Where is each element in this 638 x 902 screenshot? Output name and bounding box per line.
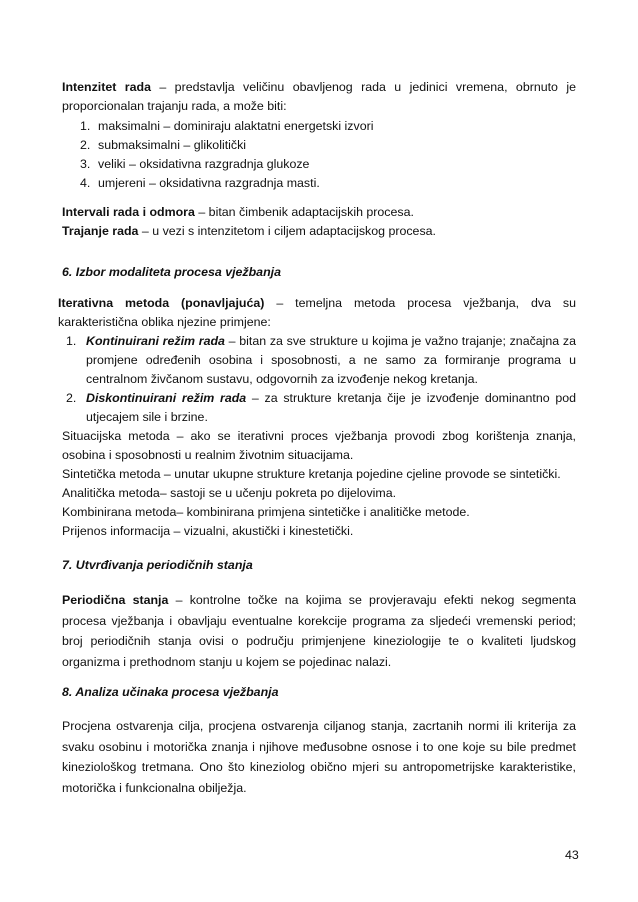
page-number: 43 (565, 848, 579, 862)
intensity-term: Intenzitet rada (62, 80, 151, 94)
information-transfer: Prijenos informacija – vizualni, akustički i kinestetički. (62, 524, 354, 538)
situational-method: Situacijska metoda – ako se iterativni proces vježbanja provodi zbog korištenja znanja, osobina i sposobnosti u realnim životnim situacijama. (62, 429, 576, 462)
combined-method: Kombinirana metoda– kombinirana primjena sintetičke i analitičke metode. (62, 505, 470, 519)
section-6-heading: 6. Izbor modaliteta procesa vježbanja (62, 265, 281, 279)
section-8-heading: 8. Analiza učinaka procesa vježbanja (62, 685, 279, 699)
list-item: 3. veliki – oksidativna razgradnja glukoze (80, 157, 310, 171)
intensity-paragraph (62, 78, 576, 116)
iterative-item-2: 2. Diskontinuirani režim rada – za strukture kretanja čije je izvođenje dominantno pod utjecajem sile i brzine. (66, 391, 577, 424)
intensity-list (80, 117, 576, 193)
intervals-line: Intervali rada i odmora – bitan čimbenik adaptacijskih procesa. (62, 205, 414, 219)
intensity-text: – predstavlja veličinu obavljenog rada u jedinici vremena, obrnuto je proporcionalan trajanju rada, a može biti: (62, 80, 576, 113)
iterative-item-1: 1. Kontinuirani režim rada – bitan za sve strukture u kojima je važno trajanje; značajna za promjene određenih osobina i sposobnosti, a ne samo za formiranje programa u centralnom živčanom sustavu, odgovornih za izvođenje nekog kretanja. (66, 334, 577, 386)
analytic-method: Analitička metoda– sastoji se u učenju pokreta po dijelovima. (62, 486, 397, 500)
section-7-heading: 7. Utvrđivanja periodičnih stanja (62, 558, 253, 572)
iterative-paragraph: Iterativna metoda (ponavljajuća) – temeljna metoda procesa vježbanja, dva su karakteristična oblika njezine primjene: (58, 296, 577, 329)
synthetic-method: Sintetička metoda – unutar ukupne strukture kretanja pojedine cjeline provode se sintetički. (62, 467, 561, 481)
list-item: 2. submaksimalni – glikolitički (80, 138, 247, 152)
duration-line: Trajanje rada – u vezi s intenzitetom i ciljem adaptacijskog procesa. (62, 224, 436, 238)
periodic-paragraph: Periodična stanja – kontrolne točke na kojima se provjeravaju efekti nekog segmenta procesa vježbanja i obavljaju eventualne korekcije programa za sljedeći vremenski period; broj periodičnih stanja ovisi o području primjenjene kineziologije te o kvaliteti ljudskog organizma i prethodnom stanju u kojem se pojedinac nalazi. (62, 593, 576, 669)
list-item: 4. umjereni – oksidativna razgradnja masti. (80, 176, 320, 190)
list-item: 1. maksimalni – dominiraju alaktatni energetski izvori (80, 119, 374, 133)
assessment-paragraph: Procjena ostvarenja cilja, procjena ostvarenja ciljanog stanja, zacrtanih normi ili kriterija za svaku osobinu i motorička znanja i njihove međusobne osnose i to one koje su bile predmet kineziološkog tretmana. Ono što kineziolog obično mjeri su antropometrijske karakteristike, motorička i funkcionalna obilježja. (62, 719, 576, 795)
